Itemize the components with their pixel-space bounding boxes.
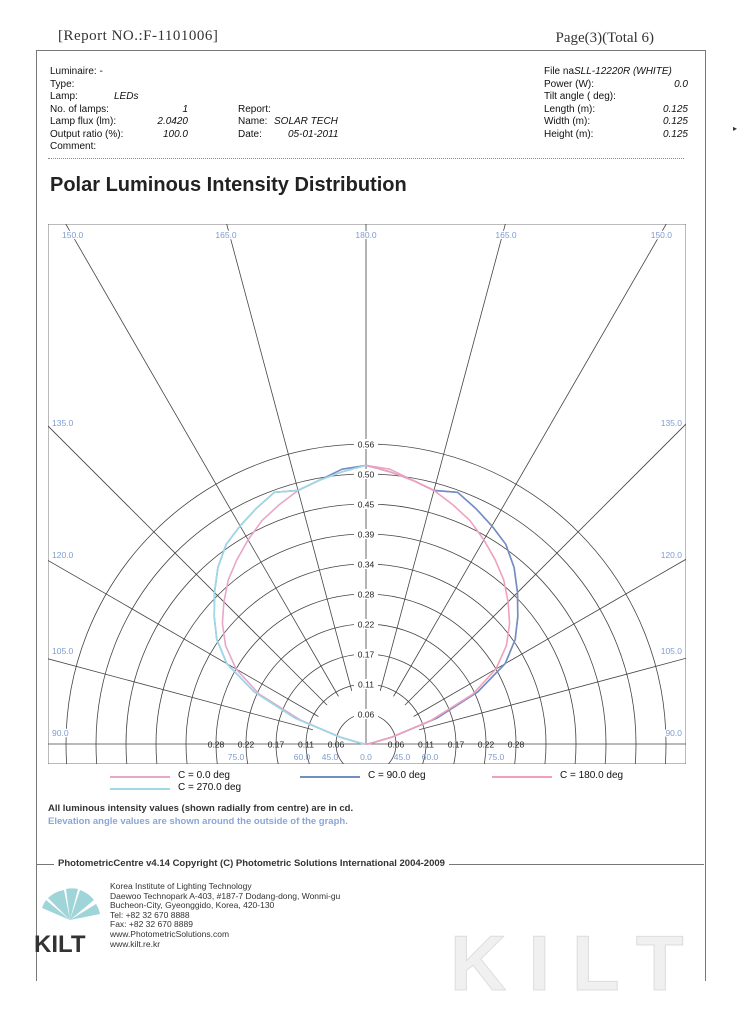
note-intensity-units: All luminous intensity values (shown radially from centre) are in cd. — [48, 803, 354, 814]
outer-angle-label: 165.0 — [215, 230, 237, 240]
file-value: SLL-12220R (WHITE) — [574, 66, 672, 77]
legend-swatch-c90 — [300, 776, 360, 778]
luminaire-label: Luminaire: — [50, 66, 97, 77]
outer-angle-label: 135.0 — [52, 418, 74, 428]
horizontal-left-label: 0.17 — [267, 739, 285, 750]
horizontal-right-label: 0.11 — [418, 739, 434, 750]
radial-tick-label: 0.56 — [357, 439, 375, 450]
info-mid — [238, 104, 388, 142]
outer-angle-label: 165.0 — [495, 230, 517, 240]
outer-angle-label: 90.0 — [52, 728, 69, 738]
copyright: PhotometricCentre v4.14 Copyright (C) Photometric Solutions International 2004-2009 — [54, 858, 449, 869]
address-line: www.PhotometricSolutions.com — [110, 928, 230, 939]
outer-angle-label: 120.0 — [660, 550, 682, 560]
bottom-angle-label: 60.0 — [421, 752, 439, 762]
date-value: 05-01-2011 — [288, 128, 339, 140]
horizontal-right-label: 0.06 — [387, 739, 405, 750]
address-block — [110, 882, 340, 949]
report-label: Report: — [238, 103, 271, 115]
tilt-label: Tilt angle ( deg): — [544, 91, 616, 102]
outer-angle-label: 150.0 — [62, 230, 84, 240]
report-number: [Report NO.:F-1101006] — [58, 28, 219, 44]
header-divider — [48, 158, 684, 159]
radial-tick-label: 0.17 — [357, 649, 375, 660]
radial-tick-label: 0.28 — [357, 589, 375, 600]
info-left — [50, 66, 200, 154]
address-line: www.kilt.re.kr — [110, 938, 161, 949]
date-label: Date: — [238, 128, 262, 140]
bottom-angle-label: 45.0 — [321, 752, 339, 762]
comment-label: Comment: — [50, 141, 97, 152]
outer-angle-label: 150.0 — [650, 230, 672, 240]
output-ratio-value: 100.0 — [162, 128, 188, 140]
length-label: Length (m): — [544, 103, 596, 115]
logo-fan-icon — [42, 888, 100, 920]
info-right — [544, 66, 688, 141]
legend-swatch-c270 — [110, 788, 170, 790]
chart-title: Polar Luminous Intensity Distribution — [50, 174, 407, 196]
power-label: Power (W): — [544, 78, 594, 90]
bottom-angle-label: 45.0 — [393, 752, 411, 762]
name-value: SOLAR TECH — [274, 116, 338, 127]
no-lamps-label: No. of lamps: — [50, 103, 109, 115]
legend-c270: C = 270.0 deg — [178, 782, 242, 793]
bottom-angle-label: 75.0 — [487, 752, 505, 762]
lamp-label: Lamp: — [50, 91, 78, 102]
outer-angle-label: 135.0 — [660, 418, 682, 428]
horizontal-right-label: 0.22 — [477, 739, 495, 750]
height-label: Height (m): — [544, 128, 594, 140]
bottom-angle-label: 0.0 — [360, 752, 372, 762]
legend-c180: C = 180.0 deg — [560, 770, 624, 781]
emboss-stamp: KILT — [450, 919, 706, 1007]
radial-tick-label: 0.22 — [357, 619, 375, 630]
legend-swatch-c180 — [492, 776, 552, 778]
horizontal-right-label: 0.17 — [447, 739, 465, 750]
length-value: 0.125 — [662, 103, 688, 115]
name-label: Name: — [238, 116, 268, 127]
address-line: Bucheon-City, Gyeonggido, Korea, 420-130 — [110, 900, 275, 911]
legend-c90: C = 90.0 deg — [368, 770, 426, 781]
horizontal-left-label: 0.28 — [207, 739, 225, 750]
address-line: Daewoo Technopark A-403, #187-7 Dodang-dong, Wonmi-gu — [110, 890, 341, 901]
radial-tick-label: 0.39 — [357, 529, 375, 540]
luminaire-value: - — [99, 66, 103, 77]
radial-tick-label: 0.11 — [358, 679, 374, 690]
address-line: Tel: +82 32 670 8888 — [110, 909, 190, 920]
radial-tick-label: 0.06 — [357, 709, 375, 720]
outer-angle-label: 105.0 — [660, 646, 682, 656]
outer-angle-label: 180.0 — [355, 230, 377, 240]
horizontal-left-label: 0.22 — [237, 739, 255, 750]
logo-text: KILT — [34, 931, 86, 958]
width-label: Width (m): — [544, 116, 591, 127]
lamp-flux-value: 2.0420 — [157, 116, 188, 127]
bottom-angle-label: 60.0 — [293, 752, 311, 762]
kilt-logo — [30, 880, 110, 960]
height-value: 0.125 — [662, 128, 688, 140]
horizontal-left-label: 0.06 — [327, 739, 345, 750]
legend-swatch-c0 — [110, 776, 170, 778]
polar-chart — [48, 224, 686, 764]
address-line: Korea Institute of Lighting Technology — [110, 881, 252, 891]
legend-c0: C = 0.0 deg — [178, 770, 230, 781]
outer-angle-label: 90.0 — [665, 728, 682, 738]
output-ratio-label: Output ratio (%): — [50, 128, 124, 140]
page-indicator: Page(3)(Total 6) — [555, 30, 654, 46]
lamp-flux-label: Lamp flux (lm): — [50, 116, 117, 127]
note-elevation: Elevation angle values are shown around the outside of the graph. — [48, 816, 348, 827]
no-lamps-value: 1 — [182, 103, 188, 115]
outer-angle-label: 120.0 — [52, 550, 74, 560]
radial-tick-label: 0.50 — [357, 469, 375, 480]
horizontal-left-label: 0.11 — [298, 739, 314, 750]
side-mark: ▸ — [733, 124, 738, 133]
radial-tick-label: 0.34 — [357, 559, 375, 570]
bottom-angle-label: 75.0 — [227, 752, 245, 762]
address-line: Fax: +82 32 670 8889 — [110, 919, 193, 930]
power-value: 0.0 — [674, 78, 688, 90]
type-label: Type: — [50, 78, 75, 90]
file-label: File na — [544, 66, 575, 77]
width-value: 0.125 — [662, 116, 688, 127]
outer-angle-label: 105.0 — [52, 646, 74, 656]
lamp-value: LEDs — [114, 91, 139, 102]
radial-tick-label: 0.45 — [357, 499, 375, 510]
horizontal-right-label: 0.28 — [507, 739, 525, 750]
